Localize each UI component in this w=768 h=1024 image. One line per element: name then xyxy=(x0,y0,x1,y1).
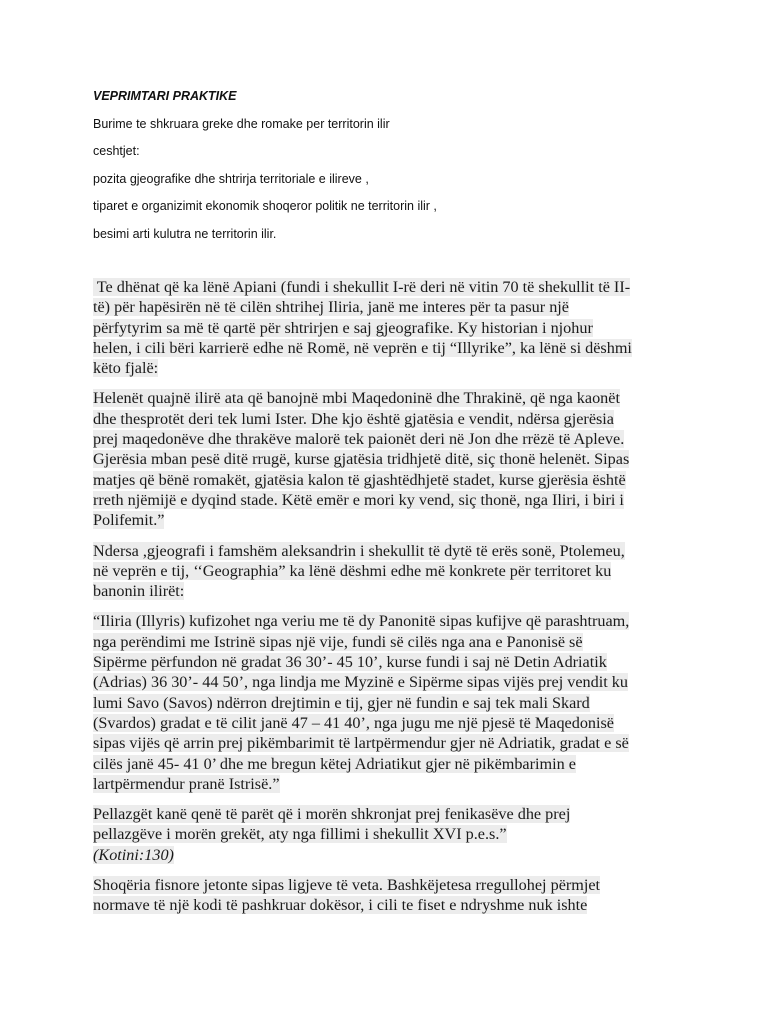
text-line: (Svardos) gradat e të cilit janë 47 – 41 40’, nga jugu me një pjesë të Maqedonisë xyxy=(93,713,614,732)
text-line: Helenët quajnë ilirë ata që banojnë mbi Maqedoninë dhe Thrakinë, që nga kaonët xyxy=(93,389,620,408)
text-line: banonin ilirët: xyxy=(93,582,185,601)
text-line: matjes që bënë romakët, gjatësia kalon të gjashtëdhjetë stadet, kurse gjerësia është xyxy=(93,470,626,489)
citation: (Kotini:130) xyxy=(93,845,174,864)
text-line: Sipërme përfundon në gradat 36 30’- 45 10’, kurse fundi i saj në Detin Adriatik xyxy=(93,653,607,672)
header-line: Burime te shkruara greke dhe romake per territorin ilir xyxy=(93,116,390,131)
text-line: dhe thesprotët deri tek lumi Ister. Dhe kjo është gjatësia e vendit, ndërsa gjerësia xyxy=(93,409,614,428)
text-line: Shoqëria fisnore jetonte sipas ligjeve të veta. Bashkëjetesa rregullohej përmjet xyxy=(93,876,601,895)
header-line: besimi arti kulutra ne territorin ilir. xyxy=(93,226,277,241)
text-line: Gjerësia mban pesë ditë rrugë, kurse gjatësia tridhjetë ditë, siç thonë helenët. Sipas xyxy=(93,450,630,469)
text-line: cilës janë 45- 41 0’ dhe me bregun këtej Adriatikut gjer në pikëmbarimin e xyxy=(93,754,576,773)
text-line: nga perëndimi me Istrinë sipas një vije, fundi së cilës nga ana e Panonisë së xyxy=(93,632,583,651)
text-line: Pellazgët kanë qenë të parët që i morën shkronjat prej fenikasëve dhe prej xyxy=(93,805,571,824)
assignment-title: VEPRIMTARI PRAKTIKE xyxy=(93,89,237,103)
text-line: sipas vijës që arrin prej pikëmbarimit të lartpërmendur gjer në Adriatik, gradat e së xyxy=(93,734,629,753)
text-line: në veprën e tij, ‘‘Geographia” ka lënë dëshmi edhe më konkrete për territoret ku xyxy=(93,561,612,580)
paragraph-apiani-quote xyxy=(93,388,678,530)
paragraph-apiani-intro xyxy=(93,277,678,378)
header-line: pozita gjeografike dhe shtrirja territoriale e ilireve , xyxy=(93,171,369,186)
text-line: “Iliria (Illyris) kufizohet nga veriu me të dy Panonitë sipas kufijve që parashtruam, xyxy=(93,612,630,631)
text-line: Te dhënat që ka lënë Apiani (fundi i shekullit I-rë deri në vitin 70 të shekullit të II- xyxy=(93,278,631,296)
header-line: ceshtjet: xyxy=(93,144,140,158)
paragraph-ptolemeu-intro xyxy=(93,541,678,602)
document-body xyxy=(93,277,678,916)
text-line: lumi Savo (Savos) ndërron drejtimin e tij, gjer në fundin e saj tek mali Skard xyxy=(93,693,590,712)
text-line: këto fjalë: xyxy=(93,359,159,378)
text-line: pellazgëve i morën grekët, aty nga fillimi i shekullit XVI p.e.s.” xyxy=(93,825,507,844)
text-line: helen, i cili bëri karrierë edhe në Romë, në veprën e tij “Illyrike”, ka lënë si dëshmi xyxy=(93,338,632,357)
text-line: Ndersa ,gjeografi i famshëm aleksandrin i shekullit të dytë të erës sonë, Ptolemeu, xyxy=(93,541,625,560)
text-line: prej maqedonëve dhe thrakëve malorë tek paionët deri në Jon dhe rrëzë të Apleve. xyxy=(93,430,625,449)
paragraph-pellazget xyxy=(93,804,678,865)
text-line: (Adrias) 36 30’- 44 50’, nga lindja me Myzinë e Sipërme sipas vijës prej vendit ku xyxy=(93,673,628,692)
text-line: lartpërmendur pranë Istrisë.” xyxy=(93,774,280,793)
text-line: normave të një kodi të pashkruar dokësor, i cili te fiset e ndryshme nuk ishte xyxy=(93,896,588,915)
assignment-header xyxy=(93,87,693,252)
text-line: rreth njëmijë e dyqind stade. Këtë emër e mori ky vend, siç thonë, nga Iliri, i biri i xyxy=(93,490,624,509)
text-line: të) për hapësirën në të cilën shtrihej Iliria, janë me interes për ta pasur një xyxy=(93,298,569,317)
paragraph-shoqeria-fisnore xyxy=(93,875,678,916)
text-line: përfytyrim sa më të qartë për shtrirjen e saj gjeografike. Ky historian i njohur xyxy=(93,318,593,337)
header-line: tiparet e organizimit ekonomik shoqeror politik ne territorin ilir , xyxy=(93,199,437,213)
text-line: Polifemit.” xyxy=(93,511,165,530)
paragraph-ptolemeu-quote xyxy=(93,611,678,794)
